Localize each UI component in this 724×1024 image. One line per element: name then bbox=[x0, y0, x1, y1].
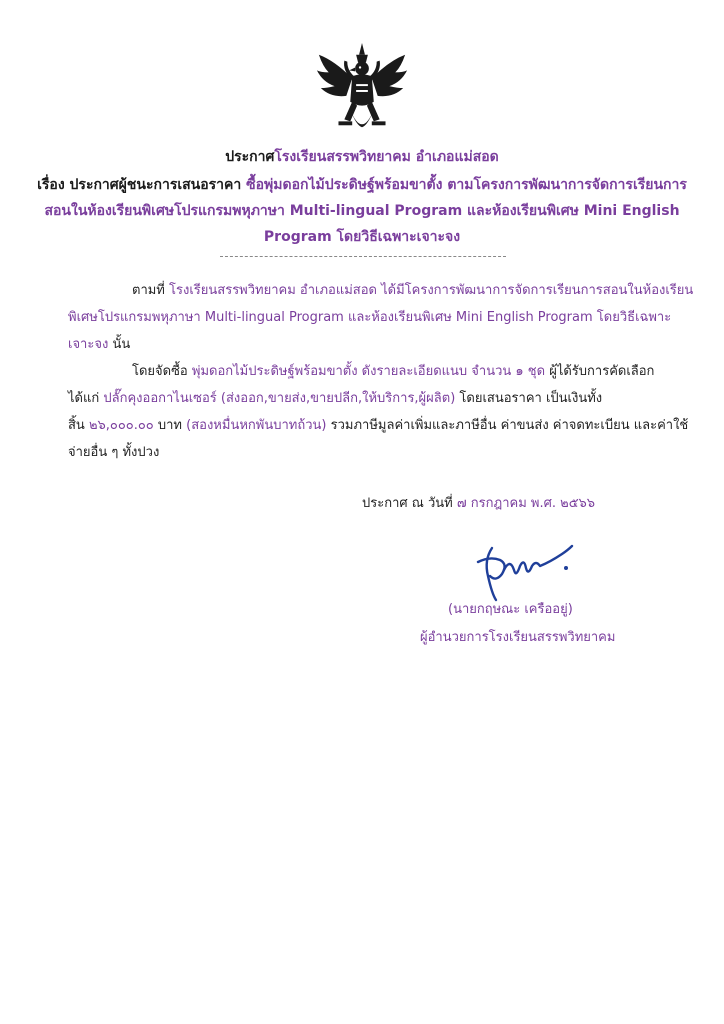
school-name: โรงเรียนสรรพวิทยาคม อำเภอแม่สอด bbox=[274, 149, 499, 165]
announce-prefix: ประกาศ ณ วันที่ bbox=[362, 496, 453, 511]
price-words: (สองหมื่นหกพันบาทถ้วน) bbox=[186, 418, 327, 433]
signer-position: ผู้อำนวยการโรงเรียนสรรพวิทยาคม bbox=[420, 630, 616, 645]
body-highlight: โรงเรียนสรรพวิทยาคม อำเภอแม่สอด ได้มีโครงการพัฒนาการจัดการเรียนการสอนในห้องเรียน bbox=[169, 283, 694, 298]
heading-line-1 bbox=[0, 146, 724, 168]
announce-date: ๗ กรกฎาคม พ.ศ. ๒๕๖๖ bbox=[456, 496, 596, 511]
heading-line-4: Program โดยวิธีเฉพาะเจาะจง bbox=[263, 229, 461, 245]
separator-line bbox=[220, 256, 506, 257]
announce-date-line bbox=[362, 492, 595, 513]
heading-line-2 bbox=[0, 174, 724, 196]
body-text: บาท bbox=[157, 418, 182, 433]
body-p2-line2 bbox=[68, 387, 602, 408]
subject-prefix: เรื่อง ประกาศผู้ชนะการเสนอราคา bbox=[37, 177, 242, 193]
body-text: ผู้ได้รับการคัดเลือก bbox=[549, 364, 655, 379]
body-p1-line1 bbox=[132, 279, 693, 300]
body-text: โดยเสนอราคา เป็นเงินทั้ง bbox=[459, 391, 603, 406]
signer-name: (นายกฤษณะ เครืออยู่) bbox=[448, 602, 573, 617]
body-p1-line3 bbox=[68, 333, 130, 354]
body-highlight: พุ่มดอกไม้ประดิษฐ์พร้อมขาตั้ง ดังรายละเอียดแนบ จำนวน ๑ ชุด bbox=[191, 364, 546, 379]
body-text: สิ้น bbox=[68, 418, 85, 433]
garuda-emblem-icon bbox=[313, 40, 411, 140]
handwritten-signature bbox=[470, 540, 580, 602]
body-text: โดยจัดซื้อ bbox=[132, 364, 188, 379]
body-p2-line4: จ่ายอื่น ๆ ทั้งปวง bbox=[68, 445, 160, 460]
heading-line-3: สอนในห้องเรียนพิเศษโปรแกรมพหุภาษา Multi-lingual Program และห้องเรียนพิเศษ Mini English bbox=[44, 203, 680, 219]
body-text: รวมภาษีมูลค่าเพิ่มและภาษีอื่น ค่าขนส่ง ค่าจดทะเบียน และค่าใช้ bbox=[330, 418, 689, 433]
body-text: นั้น bbox=[108, 337, 131, 352]
body-p2-line1 bbox=[132, 360, 654, 381]
body-p1-line2: พิเศษโปรแกรมพหุภาษา Multi-lingual Program และห้องเรียนพิเศษ Mini English Program โดยวิธีเฉพาะ bbox=[68, 310, 672, 325]
body-text: ได้แก่ bbox=[68, 391, 100, 406]
body-text: ตามที่ bbox=[132, 283, 165, 298]
price-amount: ๒๖,๐๐๐.๐๐ bbox=[88, 418, 154, 433]
heading-prefix: ประกาศ bbox=[225, 149, 275, 165]
body-p2-line3 bbox=[68, 414, 688, 435]
body-highlight: เจาะจง bbox=[68, 337, 109, 352]
subject-text: ซื้อพุ่มดอกไม้ประดิษฐ์พร้อมขาตั้ง ตามโครงการพัฒนาการจัดการเรียนการ bbox=[246, 177, 687, 193]
vendor-name: ปลั๊กคุงออกาไนเซอร์ (ส่งออก,ขายส่ง,ขายปลีก,ให้บริการ,ผู้ผลิต) bbox=[103, 391, 456, 406]
